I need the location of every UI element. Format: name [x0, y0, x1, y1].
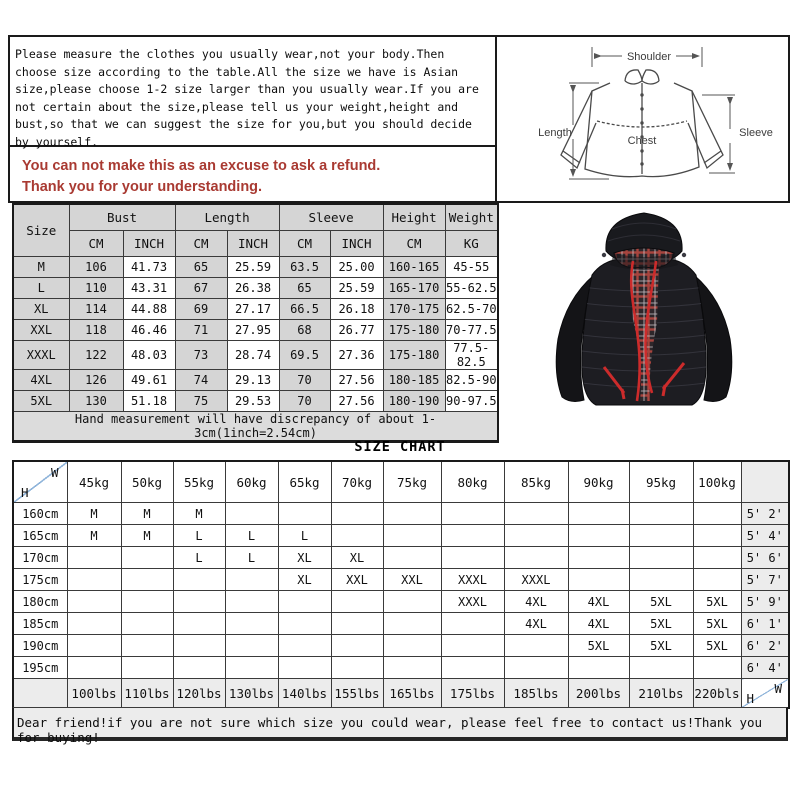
feet-label-cell: 5' 2'	[741, 503, 789, 525]
size-chart-cell: 5XL	[693, 613, 741, 635]
measure-instructions	[8, 35, 495, 147]
height-label-cell: 180cm	[13, 591, 67, 613]
feet-label-cell: 5' 6'	[741, 547, 789, 569]
size-value-cell: 25.00	[330, 257, 383, 278]
subheader-inch: INCH	[330, 231, 383, 257]
size-label-cell: XXXL	[13, 341, 69, 370]
subheader-cm: CM	[175, 231, 227, 257]
size-chart-cell	[383, 525, 441, 547]
size-chart-cell: 4XL	[568, 613, 629, 635]
size-chart-cell: 4XL	[504, 591, 568, 613]
size-value-cell: 46.46	[123, 320, 175, 341]
diagram-label-sleeve: Sleeve	[739, 127, 773, 139]
size-value-cell: 28.74	[227, 341, 279, 370]
size-value-cell: 114	[69, 299, 123, 320]
size-value-cell: 55-62.5	[445, 278, 498, 299]
size-chart-cell	[383, 635, 441, 657]
size-chart-cell	[441, 503, 504, 525]
size-chart-cell: M	[67, 503, 121, 525]
size-chart-cell: XXL	[331, 569, 383, 591]
size-chart-cell	[121, 547, 173, 569]
size-chart-cell: 5XL	[693, 591, 741, 613]
size-chart-cell	[568, 503, 629, 525]
jacket-product-photo	[500, 203, 788, 417]
size-chart-cell	[441, 635, 504, 657]
corner-w-label: W	[50, 465, 59, 480]
col-header-weight: Weight	[445, 204, 498, 231]
size-chart-cell	[568, 525, 629, 547]
size-value-cell: 90-97.5	[445, 391, 498, 412]
weight-header-cell: 90kg	[568, 461, 629, 503]
size-value-cell: 65	[279, 278, 330, 299]
size-chart-cell	[121, 569, 173, 591]
subheader-kg: KG	[445, 231, 498, 257]
col-header-height: Height	[383, 204, 445, 231]
size-chart-cell: XXXL	[504, 569, 568, 591]
height-label-cell: 195cm	[13, 657, 67, 679]
size-chart-cell	[383, 591, 441, 613]
weight-height-corner-cell	[741, 679, 789, 709]
size-chart-cell: 4XL	[568, 591, 629, 613]
weight-header-cell: 65kg	[278, 461, 331, 503]
size-chart-cell: 4XL	[504, 613, 568, 635]
size-chart-cell	[225, 613, 278, 635]
size-value-cell: 110	[69, 278, 123, 299]
size-chart-row	[13, 569, 789, 591]
size-chart-cell	[504, 657, 568, 679]
size-value-cell: 27.95	[227, 320, 279, 341]
size-value-cell: 77.5-82.5	[445, 341, 498, 370]
size-label-cell: XXL	[13, 320, 69, 341]
size-chart-cell	[121, 591, 173, 613]
size-value-cell: 165-170	[383, 278, 445, 299]
measurement-note: Hand measurement will have discrepancy of about 1-3cm(1inch=2.54cm)	[13, 412, 498, 442]
size-chart-cell: L	[173, 525, 225, 547]
size-value-cell: 67	[175, 278, 227, 299]
size-value-cell: 27.17	[227, 299, 279, 320]
size-chart-cell	[383, 547, 441, 569]
pounds-cell: 210lbs	[629, 679, 693, 709]
size-chart-cell: XL	[331, 547, 383, 569]
col-header-size: Size	[13, 204, 69, 257]
shirt-diagram-illustration	[497, 37, 788, 201]
size-chart-cell	[67, 635, 121, 657]
size-chart-cell	[225, 635, 278, 657]
size-value-cell: 180-190	[383, 391, 445, 412]
size-value-cell: 25.59	[227, 257, 279, 278]
size-value-cell: 29.13	[227, 370, 279, 391]
size-chart-cell: 5XL	[629, 591, 693, 613]
diagram-label-length: Length	[538, 127, 572, 139]
subheader-inch: INCH	[123, 231, 175, 257]
size-value-cell: 43.31	[123, 278, 175, 299]
col-header-sleeve: Sleeve	[279, 204, 383, 231]
size-table-row	[13, 341, 498, 370]
size-value-cell: 41.73	[123, 257, 175, 278]
diagram-label-shoulder: Shoulder	[626, 51, 672, 63]
size-chart-cell	[121, 657, 173, 679]
size-value-cell: 70	[279, 391, 330, 412]
size-chart-cell	[504, 547, 568, 569]
size-chart-cell	[504, 525, 568, 547]
size-table-row	[13, 257, 498, 278]
size-chart-cell	[278, 657, 331, 679]
size-value-cell: 68	[279, 320, 330, 341]
size-chart-cell	[278, 613, 331, 635]
footer-note: Dear friend!if you are not sure which size you could wear, please feel free to contact us!Thank you for buying!	[12, 707, 788, 741]
size-chart-cell	[441, 657, 504, 679]
size-value-cell: 26.18	[330, 299, 383, 320]
blank-header-cell	[741, 461, 789, 503]
size-chart-cell	[121, 635, 173, 657]
size-value-cell: 66.5	[279, 299, 330, 320]
size-chart-cell: M	[67, 525, 121, 547]
size-value-cell: 175-180	[383, 320, 445, 341]
size-chart-cell: M	[121, 503, 173, 525]
size-chart-cell	[504, 503, 568, 525]
size-chart-cell	[629, 657, 693, 679]
size-chart-cell	[173, 657, 225, 679]
size-chart-cell: XL	[278, 547, 331, 569]
feet-label-cell: 6' 4'	[741, 657, 789, 679]
weight-header-cell: 45kg	[67, 461, 121, 503]
size-value-cell: 122	[69, 341, 123, 370]
feet-label-cell: 6' 2'	[741, 635, 789, 657]
feet-label-cell: 6' 1'	[741, 613, 789, 635]
refund-warning-line1: You can not make this as an excuse to ask a refund.	[22, 158, 381, 174]
size-chart-row	[13, 503, 789, 525]
pounds-cell: 140lbs	[278, 679, 331, 709]
size-chart-cell	[225, 569, 278, 591]
size-value-cell: 25.59	[330, 278, 383, 299]
size-chart-cell	[693, 503, 741, 525]
size-chart-cell	[173, 613, 225, 635]
feet-label-cell: 5' 9'	[741, 591, 789, 613]
size-chart-cell: L	[173, 547, 225, 569]
col-header-length: Length	[175, 204, 279, 231]
size-chart-cell	[278, 591, 331, 613]
pounds-cell: 165lbs	[383, 679, 441, 709]
size-chart-cell: M	[121, 525, 173, 547]
size-chart-cell	[693, 547, 741, 569]
size-chart-table	[12, 460, 790, 709]
size-value-cell: 45-55	[445, 257, 498, 278]
size-value-cell: 160-165	[383, 257, 445, 278]
size-chart-cell	[121, 613, 173, 635]
size-chart-cell	[383, 657, 441, 679]
pounds-cell: 110lbs	[121, 679, 173, 709]
size-table-row	[13, 278, 498, 299]
height-label-cell: 160cm	[13, 503, 67, 525]
size-chart-cell: L	[278, 525, 331, 547]
size-chart-cell	[441, 613, 504, 635]
size-chart-cell	[173, 635, 225, 657]
weight-header-cell: 55kg	[173, 461, 225, 503]
subheader-cm: CM	[383, 231, 445, 257]
weight-header-cell: 95kg	[629, 461, 693, 503]
pounds-row	[13, 679, 789, 709]
refund-warning-line2: Thank you for your understanding.	[22, 179, 263, 195]
subheader-cm: CM	[69, 231, 123, 257]
size-value-cell: 27.56	[330, 370, 383, 391]
feet-label-cell: 5' 7'	[741, 569, 789, 591]
size-chart-cell	[629, 503, 693, 525]
size-chart-row	[13, 657, 789, 679]
size-chart-cell: 5XL	[693, 635, 741, 657]
size-chart-cell	[331, 503, 383, 525]
size-chart-cell	[173, 569, 225, 591]
size-chart-cell: 5XL	[568, 635, 629, 657]
corner-h-label: H	[21, 485, 29, 500]
size-value-cell: 71	[175, 320, 227, 341]
size-chart-cell	[568, 547, 629, 569]
size-chart-cell	[67, 591, 121, 613]
size-chart-cell	[629, 569, 693, 591]
corner-h-label: H	[746, 691, 755, 706]
size-value-cell: 44.88	[123, 299, 175, 320]
size-chart-cell	[225, 591, 278, 613]
size-chart-cell	[441, 525, 504, 547]
size-chart-cell	[629, 547, 693, 569]
size-chart-cell	[331, 525, 383, 547]
size-table-row	[13, 320, 498, 341]
size-table-row	[13, 370, 498, 391]
size-chart-row	[13, 591, 789, 613]
size-value-cell: 48.03	[123, 341, 175, 370]
measure-instructions-text: Please measure the clothes you usually wear,not your body.Then choose size according to the table.All the size we have is Asian size,please choose 1-2 size larger than you usually wear.If you are not certain about the size,please tell us your weight,height and bust,so that we can suggest the size for you,but you should decide by yourself.	[15, 47, 479, 149]
size-value-cell: 73	[175, 341, 227, 370]
size-chart-cell: L	[225, 525, 278, 547]
size-value-cell: 27.36	[330, 341, 383, 370]
weight-header-cell: 70kg	[331, 461, 383, 503]
size-chart-cell	[568, 569, 629, 591]
pounds-cell: 220bls	[693, 679, 741, 709]
weight-header-cell: 100kg	[693, 461, 741, 503]
size-value-cell: 175-180	[383, 341, 445, 370]
size-value-cell: 27.56	[330, 391, 383, 412]
size-chart-cell: 5XL	[629, 635, 693, 657]
size-chart-cell	[331, 635, 383, 657]
size-value-cell: 29.53	[227, 391, 279, 412]
size-chart-header-row	[13, 461, 789, 503]
size-chart-cell	[693, 657, 741, 679]
size-chart-cell: L	[225, 547, 278, 569]
size-chart-cell	[693, 525, 741, 547]
blank-pounds-cell	[13, 679, 67, 709]
size-chart-cell	[67, 569, 121, 591]
height-label-cell: 165cm	[13, 525, 67, 547]
size-chart-cell	[331, 613, 383, 635]
subheader-cm: CM	[279, 231, 330, 257]
size-value-cell: 69	[175, 299, 227, 320]
size-table-row	[13, 391, 498, 412]
height-label-cell: 175cm	[13, 569, 67, 591]
size-chart-row	[13, 613, 789, 635]
size-chart-cell: XL	[278, 569, 331, 591]
size-value-cell: 70-77.5	[445, 320, 498, 341]
size-chart-cell: XXXL	[441, 591, 504, 613]
size-chart-cell	[383, 503, 441, 525]
weight-header-cell: 50kg	[121, 461, 173, 503]
size-value-cell: 51.18	[123, 391, 175, 412]
size-value-cell: 106	[69, 257, 123, 278]
size-value-cell: 26.38	[227, 278, 279, 299]
size-chart-cell	[67, 547, 121, 569]
diagram-label-chest: Chest	[627, 135, 657, 147]
size-label-cell: L	[13, 278, 69, 299]
size-chart-cell	[568, 657, 629, 679]
size-chart-cell	[225, 503, 278, 525]
size-chart-cell: 5XL	[629, 613, 693, 635]
size-value-cell: 118	[69, 320, 123, 341]
subheader-inch: INCH	[227, 231, 279, 257]
pounds-cell: 155lbs	[331, 679, 383, 709]
size-chart-cell	[383, 613, 441, 635]
size-chart-cell	[331, 591, 383, 613]
size-chart-cell	[504, 635, 568, 657]
pounds-cell: 175lbs	[441, 679, 504, 709]
size-chart-cell	[225, 657, 278, 679]
feet-label-cell: 5' 4'	[741, 525, 789, 547]
size-label-cell: 4XL	[13, 370, 69, 391]
pounds-cell: 200lbs	[568, 679, 629, 709]
size-chart-cell	[173, 591, 225, 613]
size-chart-cell: XXXL	[441, 569, 504, 591]
size-chart-cell	[441, 547, 504, 569]
size-value-cell: 126	[69, 370, 123, 391]
size-chart-cell	[278, 635, 331, 657]
weight-header-cell: 60kg	[225, 461, 278, 503]
size-chart-row	[13, 547, 789, 569]
size-chart-cell	[693, 569, 741, 591]
size-label-cell: XL	[13, 299, 69, 320]
weight-header-cell: 85kg	[504, 461, 568, 503]
size-chart-row	[13, 525, 789, 547]
size-chart-cell	[629, 525, 693, 547]
weight-height-corner-cell	[13, 461, 67, 503]
pounds-cell: 100lbs	[67, 679, 121, 709]
size-table-row	[13, 299, 498, 320]
weight-header-cell: 80kg	[441, 461, 504, 503]
size-table	[12, 203, 499, 443]
size-chart-row	[13, 635, 789, 657]
pounds-cell: 120lbs	[173, 679, 225, 709]
size-chart-title: SIZE CHART	[354, 439, 446, 455]
height-label-cell: 190cm	[13, 635, 67, 657]
size-chart-cell	[67, 657, 121, 679]
size-value-cell: 26.77	[330, 320, 383, 341]
pounds-cell: 185lbs	[504, 679, 568, 709]
size-value-cell: 130	[69, 391, 123, 412]
size-value-cell: 62.5-70	[445, 299, 498, 320]
size-value-cell: 180-185	[383, 370, 445, 391]
size-label-cell: 5XL	[13, 391, 69, 412]
size-value-cell: 65	[175, 257, 227, 278]
size-chart-cell	[331, 657, 383, 679]
size-chart-cell: M	[173, 503, 225, 525]
size-value-cell: 49.61	[123, 370, 175, 391]
height-label-cell: 185cm	[13, 613, 67, 635]
size-label-cell: M	[13, 257, 69, 278]
size-chart-cell	[278, 503, 331, 525]
pounds-cell: 130lbs	[225, 679, 278, 709]
size-value-cell: 82.5-90	[445, 370, 498, 391]
size-chart-cell: XXL	[383, 569, 441, 591]
measurement-diagram	[495, 35, 790, 203]
height-label-cell: 170cm	[13, 547, 67, 569]
size-value-cell: 63.5	[279, 257, 330, 278]
size-value-cell: 74	[175, 370, 227, 391]
size-value-cell: 69.5	[279, 341, 330, 370]
size-value-cell: 75	[175, 391, 227, 412]
refund-warning	[8, 147, 495, 203]
weight-header-cell: 75kg	[383, 461, 441, 503]
size-chart-cell	[67, 613, 121, 635]
size-value-cell: 70	[279, 370, 330, 391]
col-header-bust: Bust	[69, 204, 175, 231]
corner-w-label: W	[774, 681, 782, 696]
size-value-cell: 170-175	[383, 299, 445, 320]
